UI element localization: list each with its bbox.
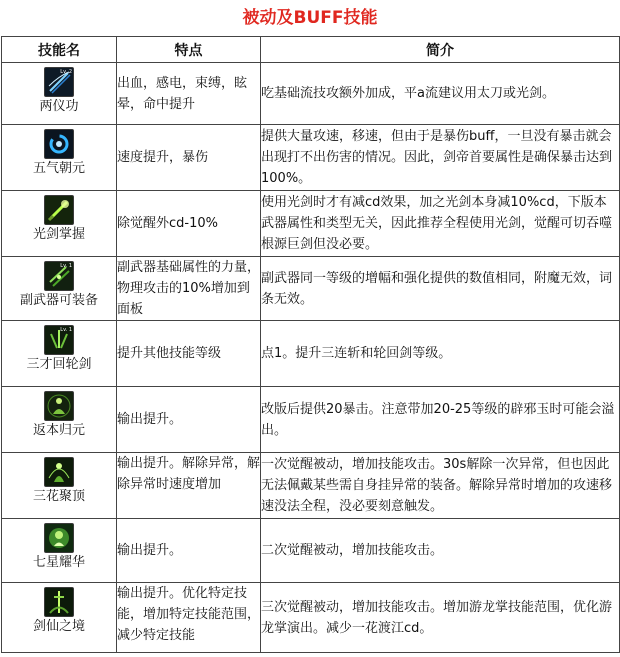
skill-feature: 速度提升，暴伤 bbox=[117, 125, 261, 191]
skill-name: 七星耀华 bbox=[32, 555, 85, 570]
skill-description: 点1。提升三连斩和轮回剑等级。 bbox=[261, 321, 620, 387]
skill-description: 提供大量攻速，移速，但由于是暴伤buff，一旦没有暴击就会出现打不出伤害的情况。因此，剑帝首要属性是确保暴击达到100%。 bbox=[261, 125, 620, 191]
skill-description: 改版后提供20暴击。注意带加20-25等级的辟邪玉时可能会溢出。 bbox=[261, 387, 620, 453]
table-header-row bbox=[2, 37, 620, 63]
skill-name: 五气朝元 bbox=[32, 161, 85, 176]
skill-name: 两仪功 bbox=[39, 99, 79, 114]
header-feature: 特点 bbox=[117, 37, 261, 63]
skill-description: 二次觉醒被动，增加技能攻击。 bbox=[261, 519, 620, 583]
dual-blade-icon bbox=[44, 261, 74, 291]
table-row bbox=[2, 519, 620, 583]
header-description: 简介 bbox=[261, 37, 620, 63]
skill-feature: 出血，感电，束缚，眩晕，命中提升 bbox=[117, 63, 261, 125]
table-row bbox=[2, 387, 620, 453]
table-row bbox=[2, 321, 620, 387]
skill-description: 使用光剑时才有减cd效果，加之光剑本身减10%cd，下版本武器属性和类型无关，因此推荐全程使用光剑，觉醒可切吞噬根源巨剑但没必要。 bbox=[261, 191, 620, 257]
lotus-aura-icon bbox=[44, 457, 74, 487]
skill-feature: 输出提升。 bbox=[117, 519, 261, 583]
skill-name: 三花聚顶 bbox=[32, 489, 85, 504]
triple-blade-icon bbox=[44, 325, 74, 355]
table-row bbox=[2, 583, 620, 653]
skill-cell bbox=[2, 453, 117, 519]
table-row bbox=[2, 191, 620, 257]
skill-cell bbox=[2, 125, 117, 191]
table-row bbox=[2, 257, 620, 321]
skill-description: 三次觉醒被动，增加技能攻击。增加游龙掌技能范围，优化游龙掌演出。减少一花渡江cd。 bbox=[261, 583, 620, 653]
skill-name: 返本归元 bbox=[32, 423, 85, 438]
skill-name: 三才回轮剑 bbox=[26, 357, 92, 372]
skill-description: 吃基础流技攻额外加成，平a流建议用太刀或光剑。 bbox=[261, 63, 620, 125]
skill-level: Lv. 1 bbox=[60, 327, 72, 333]
skill-cell bbox=[2, 583, 117, 653]
skills-table bbox=[1, 36, 620, 653]
page-title: 被动及BUFF技能 bbox=[242, 8, 378, 28]
light-blade-icon bbox=[44, 195, 74, 225]
skill-description: 一次觉醒被动，增加技能攻击。30s解除一次异常，但也因此无法佩戴某些需自身挂异常的装备。解除异常时增加的攻速移速没法全程，没必要刻意触发。 bbox=[261, 453, 620, 519]
skill-level: Lv. 1 bbox=[60, 263, 72, 269]
blade-crossing-icon bbox=[44, 67, 74, 97]
skill-feature: 输出提升。优化特定技能，增加特定技能范围，减少特定技能 bbox=[117, 583, 261, 653]
skill-feature: 输出提升。 bbox=[117, 387, 261, 453]
skill-name: 光剑掌握 bbox=[32, 227, 85, 242]
skill-cell bbox=[2, 519, 117, 583]
skill-feature: 输出提升。解除异常，解除异常时速度增加 bbox=[117, 453, 261, 519]
table-row bbox=[2, 63, 620, 125]
seven-stars-icon bbox=[44, 523, 74, 553]
skill-cell bbox=[2, 387, 117, 453]
skill-name: 副武器可装备 bbox=[19, 293, 98, 308]
table-row bbox=[2, 125, 620, 191]
sword-immortal-icon bbox=[44, 587, 74, 617]
swirl-icon bbox=[44, 129, 74, 159]
header-skill-name: 技能名 bbox=[2, 37, 117, 63]
skill-cell bbox=[2, 257, 117, 321]
table-row bbox=[2, 453, 620, 519]
meditation-icon bbox=[44, 391, 74, 421]
skill-feature: 副武器基础属性的力量，物理攻击的10%增加到面板 bbox=[117, 257, 261, 321]
skill-feature: 提升其他技能等级 bbox=[117, 321, 261, 387]
skill-level: Lv. 2 bbox=[60, 69, 72, 75]
skill-feature: 除觉醒外cd-10% bbox=[117, 191, 261, 257]
skill-description: 副武器同一等级的增幅和强化提供的数值相同，附魔无效，词条无效。 bbox=[261, 257, 620, 321]
skill-cell bbox=[2, 63, 117, 125]
skill-name: 剑仙之境 bbox=[32, 619, 85, 634]
skill-cell bbox=[2, 191, 117, 257]
skill-cell bbox=[2, 321, 117, 387]
